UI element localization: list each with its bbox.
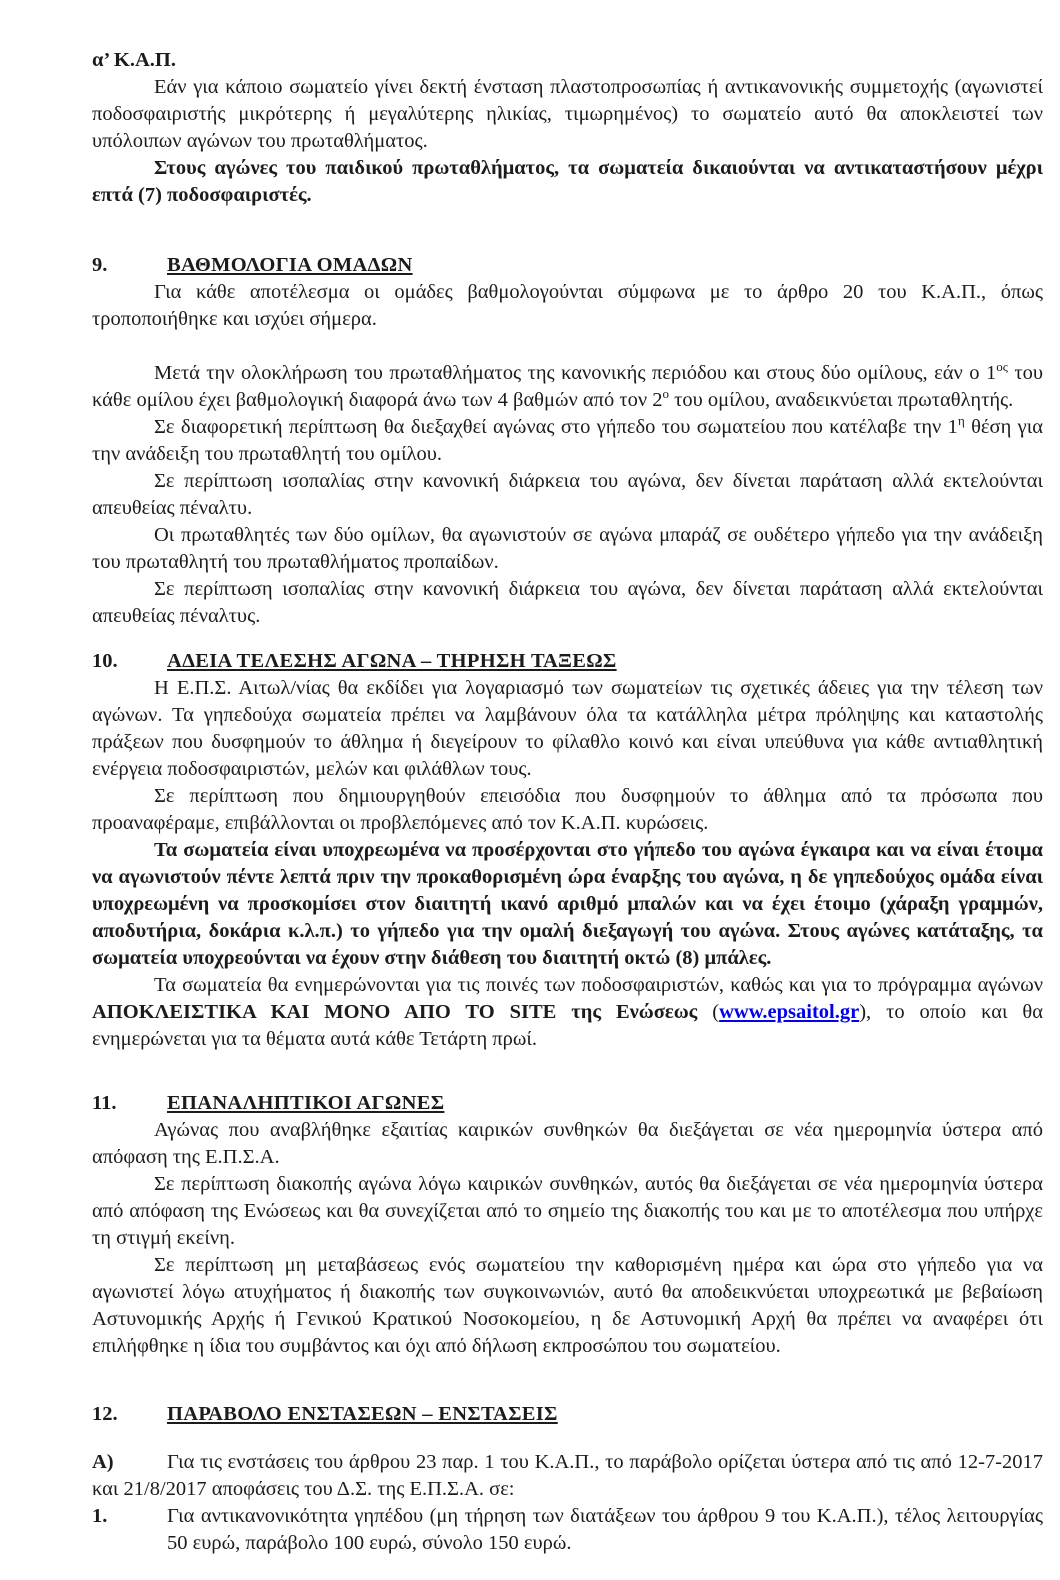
section-11-title: ΕΠΑΝΑΛΗΠΤΙΚΟΙ ΑΓΩΝΕΣ (167, 1092, 445, 1114)
s12-item-A (92, 1449, 1043, 1503)
s10-site-paragraph (92, 972, 1043, 1053)
kap-continuation-label: α’ Κ.Α.Π. (92, 49, 176, 71)
section-12-heading (92, 1401, 1043, 1428)
s9-p2-text-b: του κάθε ομίλου έχει βαθμολογική διαφορά άνω των 4 βαθμών από τον 2 (92, 362, 1044, 411)
s9-p2-text-a: Μετά την ολοκλήρωση του πρωταθλήματος της κανονικής περιόδου και στους δύο ομίλους, εάν ο 1 (154, 362, 997, 384)
section-10-heading (92, 648, 1043, 675)
s11-paragraph-2: Σε περίπτωση διακοπής αγώνα λόγω καιρικών συνθηκών, αυτός θα διεξάγεται σε νέα ημερομηνία ύστερα από απόφαση της Ενώσεως και θα συνεχίζεται από το σημείο της διακοπής του και με το αποτέλεσμα που υπήρχε τη στιγμή εκείνη. (92, 1173, 1043, 1249)
ordinal-superscript: ος (996, 359, 1008, 375)
s10-paragraph-2: Σε περίπτωση που δημιουργηθούν επεισόδια που δυσφημούν το άθλημα από τα πρόσωπα που προαναφέραμε, επιβάλλονται οι προβλεπόμενες από τον Κ.Α.Π. κυρώσεις. (92, 785, 1043, 834)
section-11-number: 11. (92, 1092, 117, 1114)
s12-item-1 (92, 1503, 1043, 1557)
s12-item-1-text: Για αντικανονικότητα γηπέδου (μη τήρηση των διατάξεων του άρθρου 9 του Κ.Α.Π.), τέλος λειτουργίας 50 ευρώ, παράβολο 100 ευρώ, σύνολο 150 ευρώ. (167, 1505, 1043, 1554)
s9-paragraph-6: Σε περίπτωση ισοπαλίας στην κανονική διάρκεια του αγώνα, δεν δίνεται παράταση αλλά εκτελούνται απευθείας πέναλτυς. (92, 578, 1043, 627)
s9-paragraph-1: Για κάθε αποτέλεσμα οι ομάδες βαθμολογούνται σύμφωνα με το άρθρο 20 του Κ.Α.Π., όπως τροποποιήθηκε και ισχύει σήμερα. (92, 281, 1043, 330)
section-9-heading (92, 252, 1043, 279)
s10-p4-paren-open: ( (697, 1001, 720, 1023)
ordinal-superscript: η (957, 413, 965, 429)
s10-p4-emphasis: ΑΠΟΚΛΕΙΣΤΙΚΑ ΚΑΙ ΜΟΝΟ ΑΠΟ ΤΟ SITE της Ενώσεως (92, 1001, 698, 1023)
section-9-title: ΒΑΘΜΟΛΟΓΙΑ ΟΜΑΔΩΝ (167, 254, 413, 276)
s9-p3-text-b: θέση για την ανάδειξη του πρωταθλητή του ομίλου. (92, 416, 1043, 465)
s11-paragraph-1: Αγώνας που αναβλήθηκε εξαιτίας καιρικών συνθηκών θα διεξάγεται σε νέα ημερομηνία ύστερα από απόφαση της Ε.Π.Σ.Α. (92, 1119, 1043, 1168)
s12-item-A-label: Α) (92, 1451, 114, 1473)
s9-paragraph-2 (92, 360, 1043, 414)
s9-paragraph-3 (92, 414, 1043, 468)
section-9-number: 9. (92, 254, 108, 276)
document-content (92, 47, 1043, 1557)
s9-p3-text-a: Σε διαφορετική περίπτωση θα διεξαχθεί αγώνας στο γήπεδο του σωματείου που κατέλαβε την 1 (154, 416, 958, 438)
section-12-title: ΠΑΡΑΒΟΛΟ ΕΝΣΤΑΣΕΩΝ – ΕΝΣΤΑΣΕΙΣ (167, 1403, 558, 1425)
ordinal-superscript: ο (662, 386, 669, 402)
s9-paragraph-4: Σε περίπτωση ισοπαλίας στην κανονική διάρκεια του αγώνα, δεν δίνεται παράταση αλλά εκτελούνται απευθείας πέναλτυ. (92, 470, 1043, 519)
s11-paragraph-3: Σε περίπτωση μη μεταβάσεως ενός σωματείου την καθορισμένη ημέρα και ώρα στο γήπεδο για να αγωνιστεί λόγω ατυχήματος ή διακοπής των συγκοινωνιών, αυτό θα αποδεικνύεται υποχρεωτικά με βεβαίωση Αστυνομικής Αρχής ή Γενικού Κρατικού Νοσοκομείου, η δε Αστυνομική Αρχή θα πρέπει να αναφέρει ότι επιλήφθηκε η ίδια του συμβάντος και όχι από δήλωση εκπροσώπου του σωματείου. (92, 1254, 1043, 1357)
s10-p4-paren-close: ), (859, 1001, 872, 1023)
s9-paragraph-5: Οι πρωταθλητές των δύο ομίλων, θα αγωνιστούν σε αγώνα μπαράζ σε ουδέτερο γήπεδο για την ανάδειξη του πρωταθλητή του πρωταθλήματος προπαίδων. (92, 524, 1043, 573)
s12-item-A-text: Για τις ενστάσεις του άρθρου 23 παρ. 1 του Κ.Α.Π., το παράβολο ορίζεται ύστερα από τις από 12-7-2017 και 21/8/2017 αποφάσεις του Δ.Σ. της Ε.Π.Σ.Α. σε: (92, 1451, 1043, 1500)
s10-p4-text-a: Τα σωματεία θα ενημερώνονται για τις ποινές των ποδοσφαιριστών, καθώς και για το πρόγραμμα αγώνων (154, 974, 1043, 996)
s9-p2-text-c: του ομίλου, αναδεικνύεται πρωταθλητής. (668, 389, 1014, 411)
section-11-heading (92, 1090, 1043, 1117)
intro-paragraph: Εάν για κάποιο σωματείο γίνει δεκτή ένσταση πλαστοπροσωπίας ή αντικανονικής συμμετοχής (αγωνιστεί ποδοσφαιριστής μικρότερης ή μεγαλύτερης ηλικίας, τιμωρημένος) το σωματείο αυτό θα αποκλειστεί των υπόλοιπων αγώνων του πρωταθλήματος. (92, 76, 1043, 152)
s10-p4-text-e: το οποίο και θα ενημερώνεται για τα θέματα αυτά κάθε Τετάρτη πρωί. (92, 1001, 1043, 1050)
s10-paragraph-1: Η Ε.Π.Σ. Αιτωλ/νίας θα εκδίδει για λογαριασμό των σωματείων τις σχετικές άδειες για την τέλεση των αγώνων. Τα γηπεδούχα σωματεία πρέπει να λαμβάνουν όλα τα κατάλληλα μέτρα πρόληψης και καταστολής πράξεων που δυσφημούν το άθλημα ή διεγείρουν το φίλαθλο κοινό και είναι υπεύθυνα για κάθε αντιαθλητική ενέργεια ποδοσφαιριστών, μελών και φιλάθλων τους. (92, 677, 1043, 780)
section-10-title: ΑΔΕΙΑ ΤΕΛΕΣΗΣ ΑΓΩΝΑ – ΤΗΡΗΣΗ ΤΑΞΕΩΣ (167, 650, 617, 672)
s10-bold-paragraph: Τα σωματεία είναι υποχρεωμένα να προσέρχονται στο γήπεδο του αγώνα έγκαιρα και να είναι έτοιμα να αγωνιστούν πέντε λεπτά πριν την προκαθορισμένη ώρα έναρξης του αγώνα, η δε γηπεδούχος ομάδα είναι υποχρεωμένη να προσκομίσει στον διαιτητή ικανό αριθμό μπαλών και να έχει έτοιμο (χάραξη γραμμών, αποδυτήρια, δοκάρια κ.λ.π.) το γήπεδο για την ομαλή διεξαγωγή του αγώνα. Στους αγώνες κατάταξης, τα σωματεία υποχρεούνται να έχουν στην διάθεση του διαιτητή οκτώ (8) μπάλες. (92, 839, 1043, 969)
intro-bold-paragraph: Στους αγώνες του παιδικού πρωταθλήματος, τα σωματεία δικαιούνται να αντικαταστήσουν μέχρι επτά (7) ποδοσφαιριστές. (92, 157, 1043, 206)
section-12-number: 12. (92, 1403, 118, 1425)
epsaitol-site-link[interactable]: www.epsaitol.gr (719, 1001, 860, 1023)
section-10-number: 10. (92, 650, 118, 672)
s12-item-1-label: 1. (92, 1505, 108, 1527)
